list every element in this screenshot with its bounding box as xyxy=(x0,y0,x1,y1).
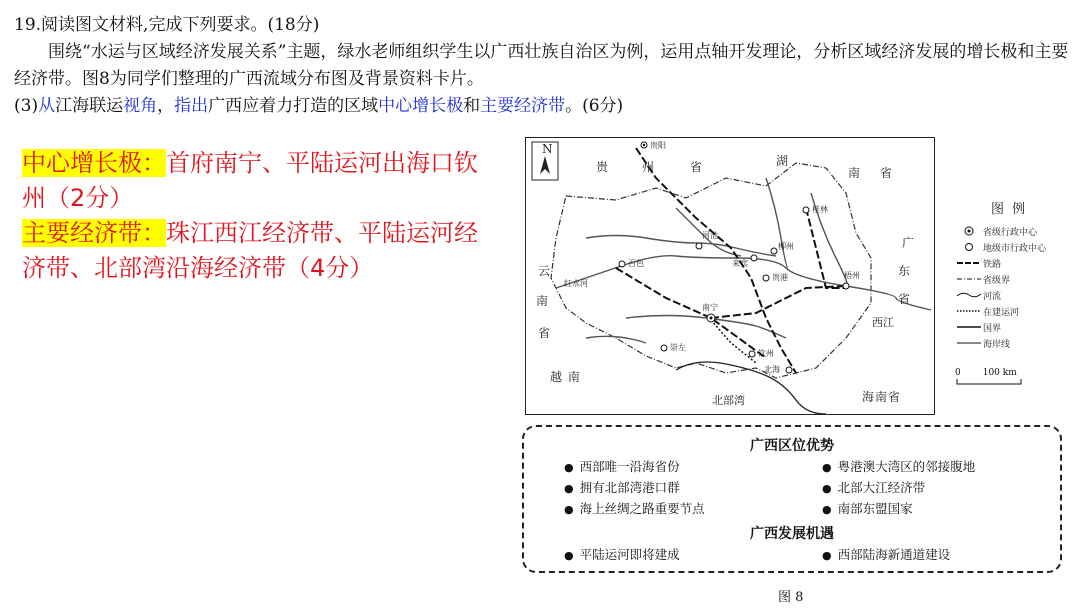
national-border-icon xyxy=(955,322,983,332)
region-hunan-2: 南 xyxy=(848,166,862,180)
region-gulf: 北部湾 xyxy=(712,394,745,407)
question-block xyxy=(14,12,1070,120)
scale-bar: 0 100 km xyxy=(955,368,1025,389)
region-yunnan-2: 南 xyxy=(536,294,550,308)
answer-label-2: 主要经济带： xyxy=(22,219,166,247)
card-item: ● 南部东盟国家 xyxy=(822,499,913,517)
region-guizhou-1: 贵 xyxy=(596,160,610,174)
city-liuzhou: 柳州 xyxy=(778,242,794,251)
map-legend xyxy=(955,198,1075,351)
answer-text-1: 首府南宁、平陆运河出海口钦州（2分） xyxy=(22,149,478,212)
city-chongzuo: 崇左 xyxy=(670,343,686,352)
province-border xyxy=(551,163,871,378)
region-hainan: 海南省 xyxy=(862,390,902,404)
legend-row: 国界 xyxy=(955,319,1075,335)
card-item: ● 粤港澳大湾区的邻接腹地 xyxy=(822,457,975,475)
answer-label-1: 中心增长极： xyxy=(22,149,166,177)
city-baise: 百色 xyxy=(628,259,644,268)
canal xyxy=(711,320,756,363)
legend-row: 河流 xyxy=(955,287,1075,303)
legend-row: 铁路 xyxy=(955,255,1075,271)
city-guigang: 贵港 xyxy=(772,273,788,282)
card-title-opportunities: 广西发展机遇 xyxy=(750,526,834,542)
question-head: 19.阅读图文材料,完成下列要求。(18分) xyxy=(14,15,320,35)
legend-row: 省级行政中心 xyxy=(955,223,1075,239)
city-nanning: 南宁 xyxy=(702,303,718,312)
figure-caption: 图 8 xyxy=(778,590,804,605)
answer-text-2: 珠江西江经济带、平陆运河经济带、北部湾沿海经济带（4分） xyxy=(22,219,478,282)
region-guangdong-2: 东 xyxy=(898,264,912,278)
capital-icon xyxy=(955,226,983,236)
background-card xyxy=(522,425,1062,573)
card-item: ● 北部大江经济带 xyxy=(822,478,925,496)
card-item: ● 拥有北部湾港口群 xyxy=(564,478,680,496)
legend-row: 地级市行政中心 xyxy=(955,239,1075,255)
card-item: ● 西部陆海新通道建设 xyxy=(822,545,950,563)
legend-row: 海岸线 xyxy=(955,335,1075,351)
answer-line-1 xyxy=(22,146,492,216)
province-border-icon xyxy=(955,274,983,284)
region-vietnam: 越 南 xyxy=(550,370,581,384)
north-label: N xyxy=(542,142,554,156)
region-guangdong-1: 广 xyxy=(902,236,916,250)
nanning-capital-dot xyxy=(710,317,713,320)
card-item: ● 西部唯一沿海省份 xyxy=(564,457,680,475)
card-item: ● 海上丝绸之路重要节点 xyxy=(564,499,705,517)
guiyang-capital-dot xyxy=(643,144,645,146)
region-hunan-3: 省 xyxy=(880,166,894,180)
coastline xyxy=(676,362,826,414)
region-hunan-1: 湖 xyxy=(776,154,790,168)
city-icon xyxy=(955,242,983,252)
region-yunnan-3: 省 xyxy=(538,326,552,340)
sub-question: (3)从江海联运视角，指出广西应着力打造的区域中心增长极和主要经济带。(6分) xyxy=(14,96,624,116)
answer-block xyxy=(22,146,492,286)
scale-bar-line xyxy=(955,378,1025,386)
railways xyxy=(616,148,846,373)
region-guangdong-3: 省 xyxy=(898,292,912,306)
north-arrow-icon xyxy=(540,156,550,174)
river-hongshui: 红水河 xyxy=(564,279,588,288)
region-guizhou-3: 省 xyxy=(690,160,704,174)
city-beihai: 北海 xyxy=(764,365,780,374)
river-icon xyxy=(955,290,983,300)
coastline-icon xyxy=(955,338,983,348)
city-guiyang: 贵阳 xyxy=(650,141,666,150)
card-item: ● 平陆运河即将建成 xyxy=(564,545,680,563)
guangxi-map xyxy=(525,137,935,415)
legend-row: 省级界 xyxy=(955,271,1075,287)
rail-icon xyxy=(955,258,983,268)
canal-icon xyxy=(955,306,983,316)
card-title-advantages: 广西区位优势 xyxy=(750,438,834,454)
legend-row: 在建运河 xyxy=(955,303,1075,319)
region-yunnan-1: 云 xyxy=(538,264,552,278)
legend-title: 图 例 xyxy=(991,202,1028,217)
question-paragraph: 围绕“水运与区域经济发展关系”主题，绿水老师组织学生以广西壮族自治区为例，运用点轴开发理论，分析区域经济发展的增长极和主要经济带。图8为同学们整理的广西流域分布图及背景资料卡片。 xyxy=(14,42,1069,89)
river-xijiang: 西江 xyxy=(872,316,894,329)
city-qinzhou: 钦州 xyxy=(758,349,774,358)
answer-line-2 xyxy=(22,216,492,286)
map-drawing xyxy=(526,138,934,414)
city-wuzhou: 梧州 xyxy=(844,271,860,280)
city-hechi: 河池 xyxy=(702,231,718,240)
city-laibin: 来宾 xyxy=(732,259,748,268)
city-guilin: 桂林 xyxy=(812,205,828,214)
region-guizhou-2: 州 xyxy=(642,160,656,174)
